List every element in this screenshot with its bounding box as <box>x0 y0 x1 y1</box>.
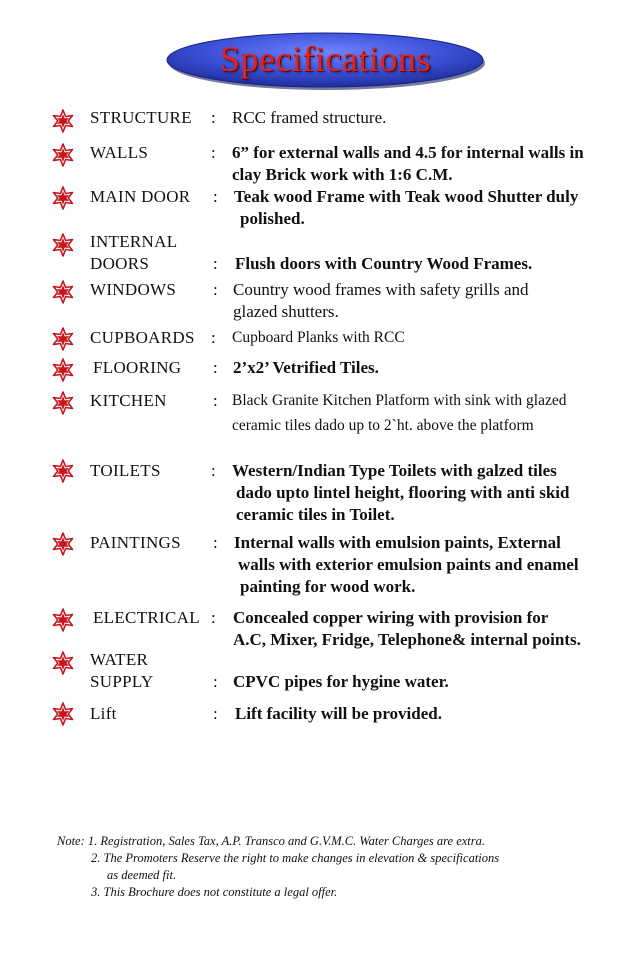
note-1: Note: 1. Registration, Sales Tax, A.P. Transco and G.V.M.C. Water Charges are extra. <box>57 834 486 848</box>
spec-label: CUPBOARDS <box>90 328 195 347</box>
note-3: 3. This Brochure does not constitute a legal offer. <box>91 885 338 899</box>
spec-colon: : <box>213 187 218 206</box>
spec-label: WATER <box>90 650 149 669</box>
star-bullet-icon <box>51 532 75 556</box>
spec-value: glazed shutters. <box>233 302 339 321</box>
spec-value: walls with exterior emulsion paints and enamel <box>238 555 579 574</box>
spec-label: KITCHEN <box>90 391 167 410</box>
spec-value: CPVC pipes for hygine water. <box>233 672 449 691</box>
spec-value: A.C, Mixer, Fridge, Telephone& internal points. <box>233 630 581 649</box>
spec-colon: : <box>211 108 216 127</box>
star-bullet-icon <box>51 358 75 382</box>
spec-value: Teak wood Frame with Teak wood Shutter duly <box>234 187 579 206</box>
note-2: 2. The Promoters Reserve the right to make changes in elevation & specifications <box>91 851 500 865</box>
spec-colon: : <box>213 704 218 723</box>
star-bullet-icon <box>51 702 75 726</box>
spec-value: RCC framed structure. <box>232 108 387 127</box>
spec-value: Flush doors with Country Wood Frames. <box>235 254 533 273</box>
star-bullet-icon <box>51 327 75 351</box>
star-bullet-icon <box>51 143 75 167</box>
spec-value: ceramic tiles dado up to 2`ht. above the platform <box>232 417 534 434</box>
spec-label: WALLS <box>90 143 149 162</box>
spec-label: INTERNAL <box>90 232 178 251</box>
spec-colon: : <box>213 391 218 410</box>
spec-value: ceramic tiles in Toilet. <box>236 505 395 524</box>
spec-value: Lift facility will be provided. <box>235 704 442 723</box>
star-bullet-icon <box>51 651 75 675</box>
spec-value: 2’x2’ Vetrified Tiles. <box>233 358 379 377</box>
spec-label: WINDOWS <box>90 280 177 299</box>
spec-label: Lift <box>90 704 117 723</box>
spec-label: FLOORING <box>93 358 182 377</box>
spec-value: Western/Indian Type Toilets with galzed tiles <box>232 461 557 480</box>
spec-label: PAINTINGS <box>90 533 181 552</box>
spec-value: Black Granite Kitchen Platform with sink with glazed <box>232 392 567 409</box>
star-bullet-icon <box>51 391 75 415</box>
spec-label: STRUCTURE <box>90 108 192 127</box>
spec-colon: : <box>211 461 216 480</box>
spec-colon: : <box>213 533 218 552</box>
spec-label: TOILETS <box>90 461 161 480</box>
star-bullet-icon <box>51 459 75 483</box>
spec-value: painting for wood work. <box>240 577 416 596</box>
spec-value: 6” for external walls and 4.5 for internal walls in <box>232 143 584 162</box>
spec-value: Country wood frames with safety grills and <box>233 280 529 299</box>
star-bullet-icon <box>51 109 75 133</box>
spec-value: Cupboard Planks with RCC <box>232 329 405 346</box>
spec-colon: : <box>211 608 216 627</box>
spec-colon: : <box>211 143 216 162</box>
spec-value: clay Brick work with 1:6 C.M. <box>232 165 453 184</box>
spec-colon: : <box>213 254 218 273</box>
star-bullet-icon <box>51 608 75 632</box>
spec-label: ELECTRICAL <box>93 608 200 627</box>
spec-label: DOORS <box>90 254 150 273</box>
star-bullet-icon <box>51 186 75 210</box>
page-title: Specifications <box>220 39 431 79</box>
spec-label: SUPPLY <box>90 672 154 691</box>
spec-value: Internal walls with emulsion paints, External <box>234 533 561 552</box>
spec-label: MAIN DOOR <box>90 187 191 206</box>
spec-value: Concealed copper wiring with provision for <box>233 608 549 627</box>
spec-colon: : <box>211 328 216 347</box>
notes <box>57 833 627 901</box>
spec-colon: : <box>213 672 218 691</box>
spec-colon: : <box>213 358 218 377</box>
spec-value: polished. <box>240 209 305 228</box>
star-bullet-icon <box>51 280 75 304</box>
spec-colon: : <box>213 280 218 299</box>
star-bullet-icon <box>51 233 75 257</box>
title-banner <box>163 30 488 92</box>
note-2-cont: as deemed fit. <box>107 868 177 882</box>
spec-value: dado upto lintel height, flooring with anti skid <box>236 483 570 502</box>
